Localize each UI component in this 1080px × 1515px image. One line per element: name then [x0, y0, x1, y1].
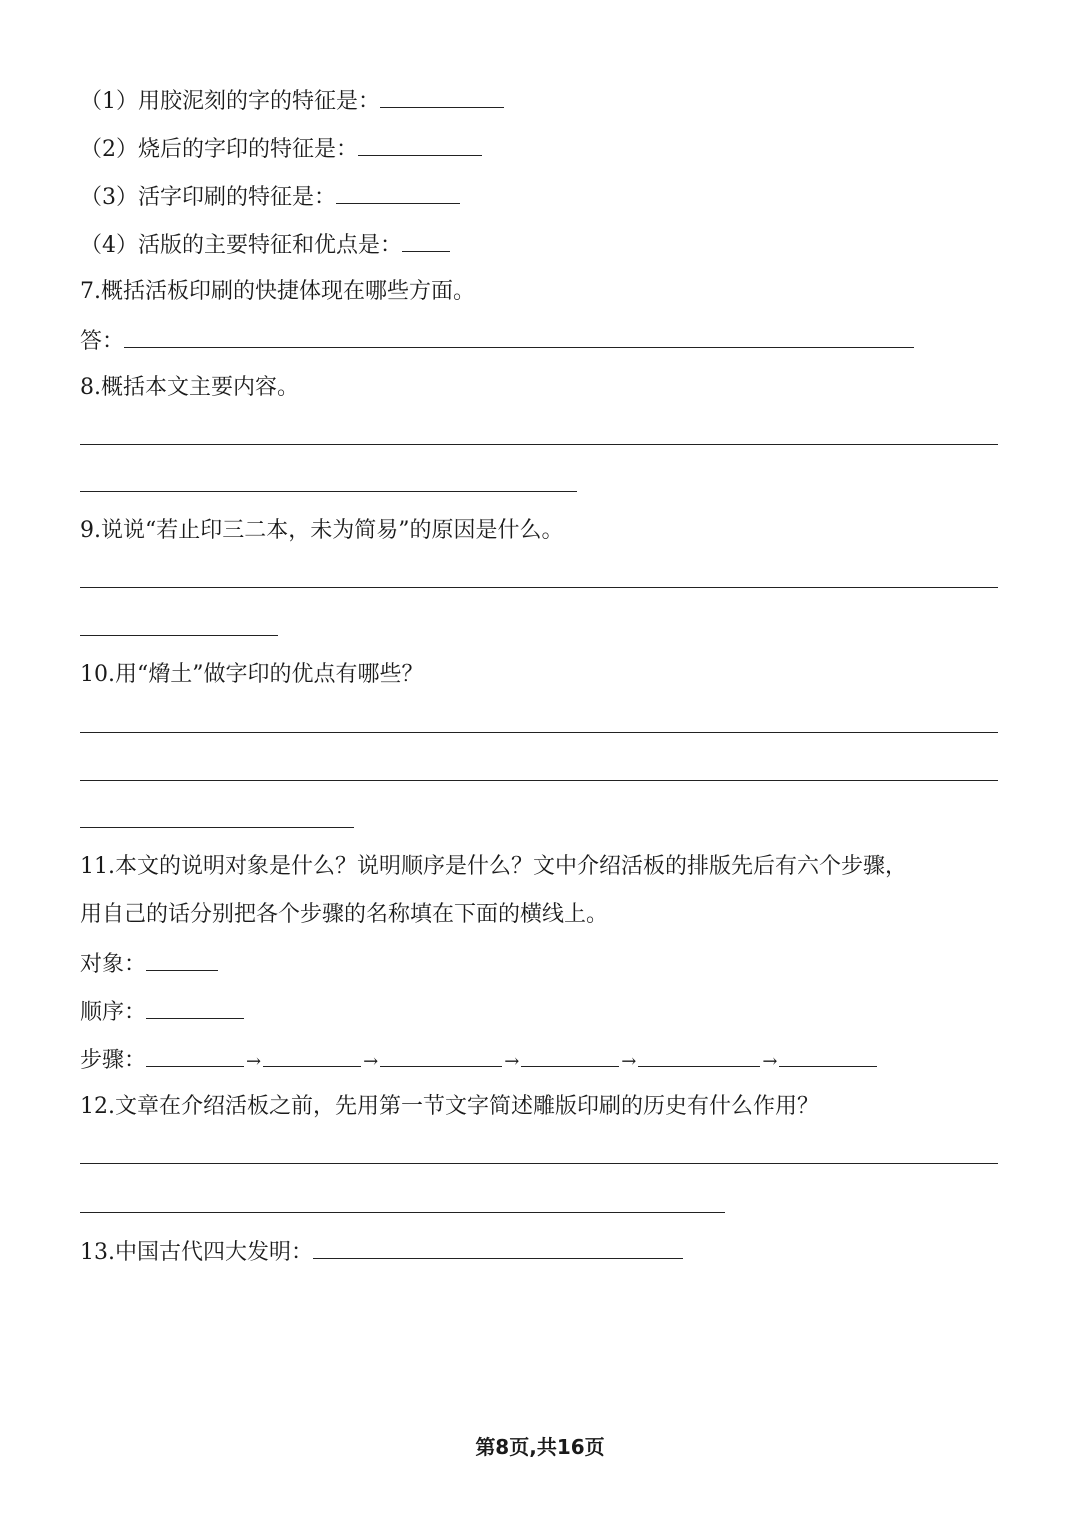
sub-item-1-label: （1）用胶泥刻的字的特征是： — [80, 89, 380, 114]
question-9: 9.说说“若止印三二本，未为简易”的原因是什么。 — [80, 518, 564, 543]
question-7: 7.概括活板印刷的快捷体现在哪些方面。 — [80, 279, 475, 304]
step-2-blank[interactable] — [263, 1044, 361, 1067]
sub-item-3-blank[interactable] — [336, 181, 460, 204]
question-11-object — [80, 948, 218, 980]
sub-item-2-label: （2）烧后的字印的特征是： — [80, 137, 358, 162]
question-9-answer-line-2[interactable] — [80, 635, 278, 636]
sub-item-4-blank[interactable] — [402, 229, 450, 252]
arrow-icon: → — [621, 1051, 637, 1072]
answer-label: 答： — [80, 329, 125, 354]
object-label: 对象： — [80, 952, 147, 977]
arrow-icon: → — [363, 1051, 379, 1072]
question-11-line-2: 用自己的话分别把各个步骤的名称填在下面的横线上。 — [80, 902, 609, 927]
question-8-answer-line-2[interactable] — [80, 491, 577, 492]
sub-item-1 — [80, 85, 504, 117]
question-13-label: 13.中国古代四大发明： — [80, 1240, 313, 1265]
sub-item-3 — [80, 181, 460, 213]
step-6-blank[interactable] — [779, 1044, 877, 1067]
sub-item-2-blank[interactable] — [358, 133, 482, 156]
question-12: 12.文章在介绍活板之前，先用第一节文字简述雕版印刷的历史有什么作用？ — [80, 1094, 819, 1119]
question-10: 10.用“熁土”做字印的优点有哪些？ — [80, 662, 424, 687]
question-8-answer-line-1[interactable] — [80, 444, 998, 445]
arrow-icon: → — [246, 1051, 262, 1072]
step-1-blank[interactable] — [146, 1044, 244, 1067]
question-10-answer-line-2[interactable] — [80, 780, 998, 781]
question-11-line-1: 11.本文的说明对象是什么？说明顺序是什么？文中介绍活板的排版先后有六个步骤， — [80, 854, 907, 879]
question-12-answer-line-2[interactable] — [80, 1212, 725, 1213]
object-blank[interactable] — [146, 948, 218, 971]
order-blank[interactable] — [146, 996, 244, 1019]
question-10-answer-line-1[interactable] — [80, 732, 998, 733]
sub-item-1-blank[interactable] — [380, 85, 504, 108]
page-number: 第8页,共16页 — [475, 1435, 605, 1459]
sub-item-4 — [80, 229, 450, 261]
question-13-blank[interactable] — [313, 1236, 683, 1259]
question-8: 8.概括本文主要内容。 — [80, 375, 299, 400]
question-9-answer-line-1[interactable] — [80, 587, 998, 588]
step-4-blank[interactable] — [521, 1044, 619, 1067]
question-13 — [80, 1236, 683, 1268]
question-7-answer-blank[interactable] — [124, 325, 914, 348]
sub-item-4-label: （4）活版的主要特征和优点是： — [80, 233, 402, 258]
arrow-icon: → — [762, 1051, 778, 1072]
question-10-answer-line-3[interactable] — [80, 827, 354, 828]
step-3-blank[interactable] — [380, 1044, 502, 1067]
arrow-icon: → — [504, 1051, 520, 1072]
order-label: 顺序： — [80, 1000, 147, 1025]
sub-item-3-label: （3）活字印刷的特征是： — [80, 185, 336, 210]
step-5-blank[interactable] — [638, 1044, 760, 1067]
question-7-answer — [80, 325, 914, 357]
steps-label: 步骤： — [80, 1048, 147, 1073]
sub-item-2 — [80, 133, 482, 165]
question-12-answer-line-1[interactable] — [80, 1163, 998, 1164]
question-11-order — [80, 996, 244, 1028]
question-11-steps — [80, 1044, 877, 1077]
